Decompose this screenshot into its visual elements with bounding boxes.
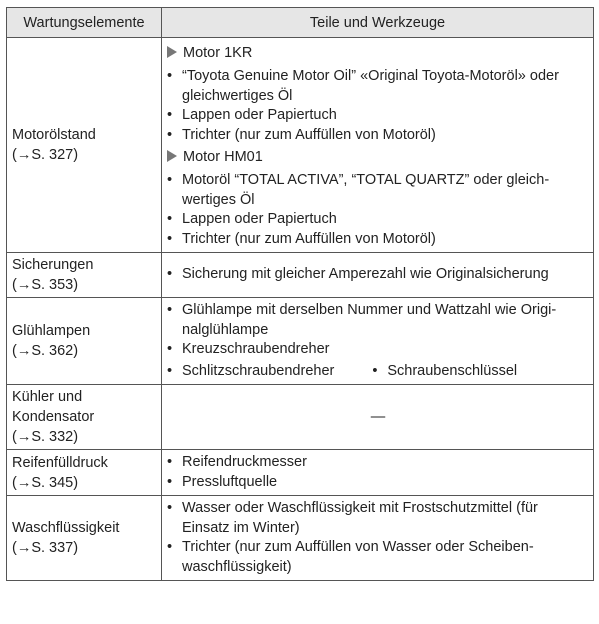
page-reference: (→S. 345)	[12, 474, 79, 491]
row-parts-cell	[162, 38, 594, 253]
page-reference: (→S. 353)	[12, 277, 79, 293]
list-item: • Pressluftquelle	[167, 473, 589, 493]
row-parts-cell	[162, 253, 594, 298]
element-name-cont: Kondensator	[12, 409, 95, 425]
list-item: • Lappen oder Papiertuch	[167, 210, 589, 230]
list-item: • Trichter (nur zum Auffüllen von Motoröl)	[167, 230, 589, 250]
element-name: Waschflüssigkeit	[12, 520, 120, 536]
list-item-pair	[167, 362, 589, 382]
list-item: • Trichter (nur zum Auffüllen von Motoröl)	[167, 126, 589, 146]
row-parts-cell	[162, 385, 594, 450]
element-name: Sicherungen	[12, 257, 94, 273]
row-element-cell	[7, 496, 162, 581]
list-item: • Reifendruckmesser	[167, 453, 589, 473]
list-item: • Schraubenschlüssel	[372, 362, 517, 382]
list-item: • Kreuzschraubendreher	[167, 340, 589, 360]
table-row-tire-pressure	[7, 450, 594, 496]
element-name: Reifenfülldruck	[12, 454, 108, 471]
row-element-cell	[7, 38, 162, 253]
maintenance-table	[6, 7, 594, 581]
list-item: • Motoröl “TOTAL ACTIVA”, “TOTAL QUARTZ” oder gleich- wertiges Öl	[167, 171, 589, 210]
triangle-right-icon	[167, 46, 177, 58]
element-name: Motorölstand	[12, 127, 96, 143]
row-element-cell	[7, 298, 162, 385]
table-header-row	[7, 8, 594, 38]
page-reference: (→S. 362)	[12, 343, 79, 359]
header-maintenance-items: Wartungselemente	[7, 8, 162, 38]
list-item: • Trichter (nur zum Auffüllen von Wasser oder Scheiben- waschflüssigkeit)	[167, 538, 589, 577]
table-row-radiator	[7, 385, 594, 450]
table-row-washer-fluid	[7, 496, 594, 581]
list-item: • Glühlampe mit derselben Nummer und Wattzahl wie Origi- nalglühlampe	[167, 301, 589, 340]
table-row-fuses	[7, 253, 594, 298]
engine-variant-heading: Motor 1KR	[167, 42, 589, 64]
list-item: • Wasser oder Waschflüssigkeit mit Frostschutzmittel (für Einsatz im Winter)	[167, 499, 589, 538]
page-reference: (→S. 337)	[12, 540, 79, 556]
row-parts-cell	[162, 496, 594, 581]
row-element-cell	[7, 385, 162, 450]
header-parts-and-tools: Teile und Werkzeuge	[162, 8, 594, 38]
page-reference: (→S. 327)	[12, 147, 79, 163]
list-item: • Lappen oder Papiertuch	[167, 106, 589, 126]
none-dash: —	[370, 409, 386, 425]
row-parts-cell	[162, 450, 594, 496]
list-item: • “Toyota Genuine Motor Oil” «Original Toyota-Motoröl» oder gleichwertiges Öl	[167, 67, 589, 106]
table-row-engine-oil	[7, 38, 594, 253]
triangle-right-icon	[167, 150, 177, 162]
element-name: Kühler und	[12, 389, 83, 405]
table-row-bulbs	[7, 298, 594, 385]
element-name: Glühlampen	[12, 323, 91, 339]
engine-variant-heading: Motor HM01	[167, 146, 589, 168]
list-item: • Sicherung mit gleicher Amperezahl wie Originalsicherung	[167, 265, 589, 285]
row-element-cell	[7, 450, 162, 496]
row-parts-cell	[162, 298, 594, 385]
page-reference: (→S. 332)	[12, 429, 79, 445]
list-item: • Schlitzschraubendreher	[167, 362, 334, 382]
row-element-cell	[7, 253, 162, 298]
